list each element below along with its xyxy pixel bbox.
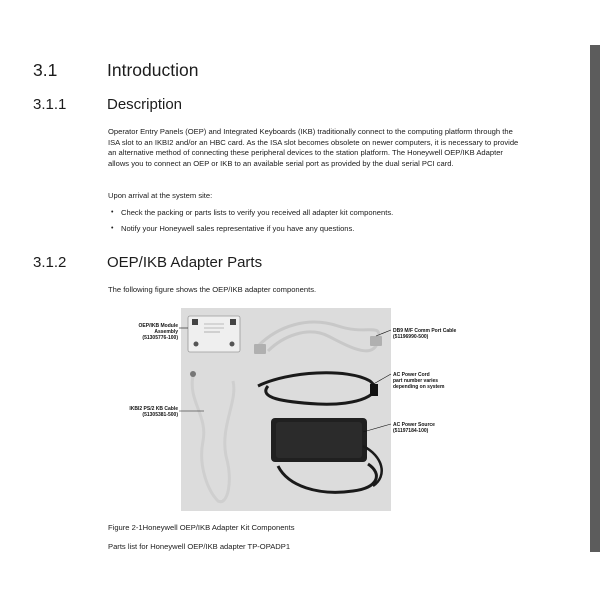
list-item: • Notify your Honeywell sales representative if you have any questions. [108,224,526,240]
db9-cable-label: DB9 M/F Comm Port Cable (51196990-500) [393,328,457,340]
section-number: 3.1 [33,60,58,80]
list-item: • Check the packing or parts lists to verify you received all adapter kit components. [108,208,526,224]
adapter-kit-figure [108,306,498,516]
module-label: OEP/IKB Module Assembly (51305776-100) [138,323,178,341]
subsection-title: OEP/IKB Adapter Parts [107,254,263,271]
subsection-title: Description [107,96,183,113]
description-paragraph: Operator Entry Panels (OEP) and Integrated Keyboards (IKB) traditionally connect to the computing platform through the ISA slot to an IKBI2 and/or an HBC card. As the ISA slot becomes obsolete on newer computers, it is necessary to provide an alternative method of connecting these peripheral devices to the station platform. The Honeywell OEP/IKB Adapter allows you to connect an OEP or IKB to an available serial port as provided by the dual serial PCI card. [108,127,519,168]
arrival-paragraph: Upon arrival at the system site: [108,191,213,200]
parts-list-caption: Parts list for Honeywell OEP/IKB adapter TP-OPADP1 [108,542,291,551]
power-source-label: AC Power Source (51197184-100) [393,422,435,434]
power-cord-label: AC Power Cord part number varies depending on system [393,372,445,390]
subsection-number: 3.1.2 [33,254,67,271]
figure-intro-paragraph: The following figure shows the OEP/IKB adapter components. [108,285,317,294]
section-title: Introduction [107,60,199,80]
arrival-checklist [108,208,526,240]
figure-caption: Figure 2-1Honeywell OEP/IKB Adapter Kit Components [108,523,295,532]
ps2-cable-label: IKBI2 PS/2 KB Cable (51305381-500) [129,406,178,418]
subsection-number: 3.1.1 [33,96,67,113]
page-edge-bar [590,45,600,552]
